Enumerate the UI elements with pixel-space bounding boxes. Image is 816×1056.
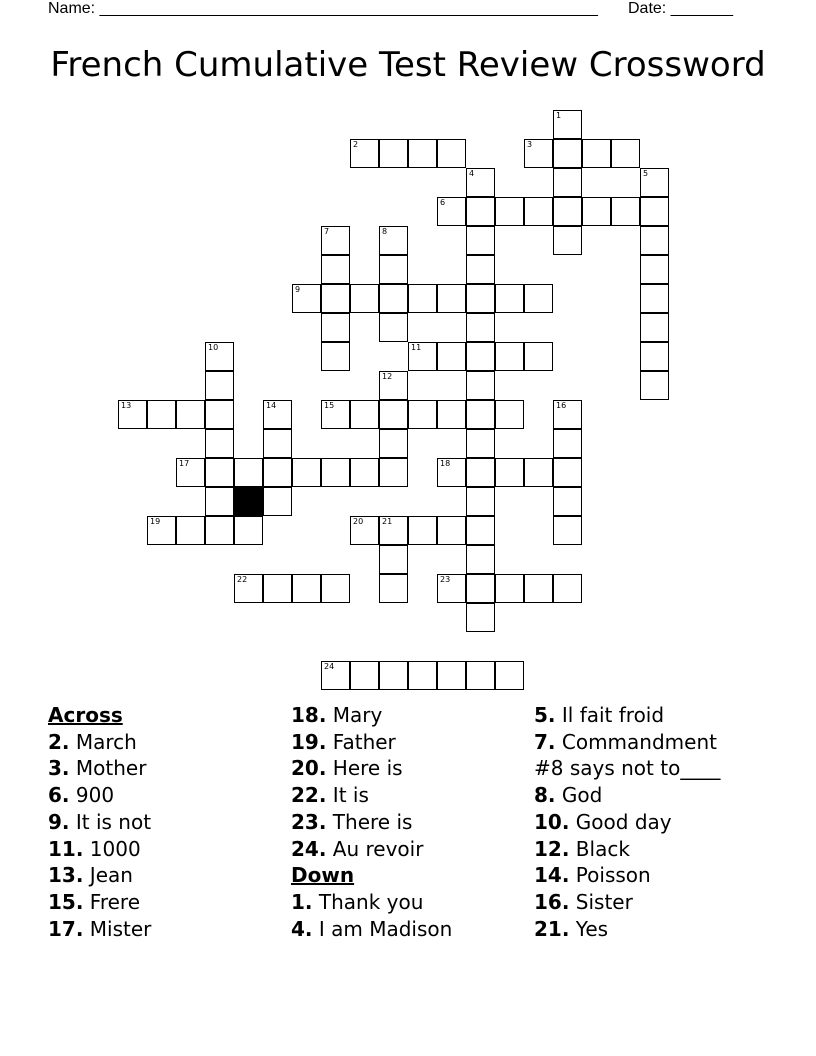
clue-text: Mary xyxy=(332,703,383,727)
grid-cell[interactable] xyxy=(553,574,582,603)
grid-cell[interactable] xyxy=(350,139,379,168)
grid-cell[interactable] xyxy=(205,458,234,487)
grid-cell[interactable] xyxy=(466,458,495,487)
grid-cell[interactable] xyxy=(350,661,379,690)
grid-cell[interactable] xyxy=(263,429,292,458)
grid-cell[interactable] xyxy=(234,516,263,545)
grid-cell[interactable] xyxy=(147,516,176,545)
grid-cell[interactable] xyxy=(321,255,350,284)
cell-number: 2 xyxy=(353,140,359,149)
clue-number: 11. xyxy=(48,836,84,861)
grid-cell[interactable] xyxy=(437,284,466,313)
cell-number: 19 xyxy=(150,517,161,526)
clue-number: 6. xyxy=(48,783,70,808)
clue-across-22 xyxy=(291,782,521,809)
grid-cell[interactable] xyxy=(495,574,524,603)
grid-cell[interactable] xyxy=(350,458,379,487)
clue-across-19 xyxy=(291,729,521,756)
clue-text: It is xyxy=(332,783,369,808)
grid-cell[interactable] xyxy=(640,371,669,400)
grid-cell[interactable] xyxy=(379,284,408,313)
grid-cell[interactable] xyxy=(350,284,379,313)
clue-across-17 xyxy=(48,916,278,943)
grid-cell[interactable] xyxy=(553,429,582,458)
grid-cell[interactable] xyxy=(408,139,437,168)
grid-cell[interactable] xyxy=(466,226,495,255)
grid-cell[interactable] xyxy=(408,661,437,690)
grid-cell[interactable] xyxy=(379,545,408,574)
clue-text: Sister xyxy=(575,889,633,914)
grid-cell[interactable] xyxy=(408,516,437,545)
clue-down-10 xyxy=(534,809,734,836)
grid-cell[interactable] xyxy=(118,400,147,429)
grid-cell[interactable] xyxy=(437,661,466,690)
clue-text: I am Madison xyxy=(318,916,453,941)
grid-cell[interactable] xyxy=(234,574,263,603)
grid-cell[interactable] xyxy=(379,313,408,342)
grid-cell[interactable] xyxy=(408,284,437,313)
cell-number: 12 xyxy=(382,372,393,381)
grid-cell[interactable] xyxy=(408,400,437,429)
grid-cell[interactable] xyxy=(263,574,292,603)
grid-cell[interactable] xyxy=(437,342,466,371)
grid-cell[interactable] xyxy=(321,284,350,313)
grid-cell[interactable] xyxy=(524,458,553,487)
clue-text: Au revoir xyxy=(332,836,424,861)
clue-across-24 xyxy=(291,836,521,863)
grid-cell[interactable] xyxy=(466,429,495,458)
grid-cell[interactable] xyxy=(640,284,669,313)
grid-cell[interactable] xyxy=(640,255,669,284)
clue-across-11 xyxy=(48,836,278,863)
cell-number: 23 xyxy=(440,575,451,584)
clue-text: 1000 xyxy=(89,836,141,861)
grid-cell[interactable] xyxy=(553,139,582,168)
grid-cell[interactable] xyxy=(321,400,350,429)
grid-cell[interactable] xyxy=(524,284,553,313)
clue-number: 15. xyxy=(48,889,84,914)
cell-number: 22 xyxy=(237,575,248,584)
black-cell xyxy=(234,487,263,516)
clue-text: Jean xyxy=(89,863,133,888)
clue-number: 5. xyxy=(534,703,556,727)
grid-cell[interactable] xyxy=(437,574,466,603)
grid-cell[interactable] xyxy=(379,661,408,690)
date-field-label: Date: _______ xyxy=(628,0,733,17)
grid-cell[interactable] xyxy=(321,574,350,603)
grid-cell[interactable] xyxy=(466,342,495,371)
grid-cell[interactable] xyxy=(437,516,466,545)
cell-number: 3 xyxy=(527,140,533,149)
grid-cell[interactable] xyxy=(437,400,466,429)
grid-cell[interactable] xyxy=(582,197,611,226)
clue-across-6 xyxy=(48,782,278,809)
cell-number: 15 xyxy=(324,401,335,410)
clue-number: 21. xyxy=(534,916,570,941)
cell-number: 1 xyxy=(556,111,562,120)
clue-text: God xyxy=(561,783,603,808)
clue-text: Father xyxy=(332,729,396,754)
grid-cell[interactable] xyxy=(205,371,234,400)
clue-number: 9. xyxy=(48,809,70,834)
clue-text: March xyxy=(75,729,137,754)
grid-cell[interactable] xyxy=(582,139,611,168)
grid-cell[interactable] xyxy=(292,574,321,603)
down-heading: Down xyxy=(291,863,355,888)
clue-down-4 xyxy=(291,916,521,943)
clue-number: 23. xyxy=(291,809,327,834)
clue-down-8 xyxy=(534,782,734,809)
grid-cell[interactable] xyxy=(205,429,234,458)
clue-text: Good day xyxy=(575,809,672,834)
grid-cell[interactable] xyxy=(611,197,640,226)
clue-number: 18. xyxy=(291,703,327,727)
clues-column-1 xyxy=(48,702,278,942)
grid-cell[interactable] xyxy=(495,400,524,429)
grid-cell[interactable] xyxy=(437,458,466,487)
grid-cell[interactable] xyxy=(553,168,582,197)
grid-cell[interactable] xyxy=(466,574,495,603)
page-title: French Cumulative Test Review Crossword xyxy=(50,45,766,85)
clue-number: 22. xyxy=(291,783,327,808)
grid-cell[interactable] xyxy=(176,516,205,545)
clue-down-1 xyxy=(291,889,521,916)
grid-cell[interactable] xyxy=(640,226,669,255)
grid-cell[interactable] xyxy=(379,255,408,284)
grid-cell[interactable] xyxy=(263,487,292,516)
grid-cell[interactable] xyxy=(553,110,582,139)
grid-cell[interactable] xyxy=(437,139,466,168)
grid-cell[interactable] xyxy=(321,458,350,487)
grid-cell[interactable] xyxy=(466,371,495,400)
grid-cell[interactable] xyxy=(495,197,524,226)
clue-down-14 xyxy=(534,862,734,889)
grid-cell[interactable] xyxy=(495,661,524,690)
grid-cell[interactable] xyxy=(524,197,553,226)
grid-cell[interactable] xyxy=(466,168,495,197)
grid-cell[interactable] xyxy=(495,284,524,313)
grid-cell[interactable] xyxy=(147,400,176,429)
cell-number: 21 xyxy=(382,517,393,526)
cell-number: 6 xyxy=(440,198,446,207)
grid-cell[interactable] xyxy=(466,545,495,574)
clue-number: 3. xyxy=(48,756,70,781)
clue-text: Here is xyxy=(332,756,403,781)
grid-cell[interactable] xyxy=(350,400,379,429)
cell-number: 14 xyxy=(266,401,277,410)
cell-number: 20 xyxy=(353,517,364,526)
grid-cell[interactable] xyxy=(379,516,408,545)
clue-text: Poisson xyxy=(575,863,651,888)
grid-cell[interactable] xyxy=(379,400,408,429)
grid-cell[interactable] xyxy=(553,458,582,487)
grid-cell[interactable] xyxy=(321,661,350,690)
clue-number: 12. xyxy=(534,836,570,861)
clue-text: 900 xyxy=(75,783,115,808)
clue-down-12 xyxy=(534,836,734,863)
name-field-label: Name: ________________________________________________________ xyxy=(48,0,598,17)
cell-number: 4 xyxy=(469,169,475,178)
grid-cell[interactable] xyxy=(466,603,495,632)
grid-cell[interactable] xyxy=(553,516,582,545)
grid-cell[interactable] xyxy=(466,400,495,429)
grid-cell[interactable] xyxy=(321,342,350,371)
grid-cell[interactable] xyxy=(553,487,582,516)
grid-cell[interactable] xyxy=(408,342,437,371)
grid-cell[interactable] xyxy=(379,458,408,487)
grid-cell[interactable] xyxy=(640,168,669,197)
grid-cell[interactable] xyxy=(176,458,205,487)
grid-cell[interactable] xyxy=(379,139,408,168)
clue-text: Mother xyxy=(75,756,147,781)
grid-cell[interactable] xyxy=(495,458,524,487)
cell-number: 8 xyxy=(382,227,388,236)
clue-number: 16. xyxy=(534,889,570,914)
clue-across-3 xyxy=(48,755,278,782)
grid-cell[interactable] xyxy=(321,226,350,255)
clue-down-5 xyxy=(534,702,734,729)
grid-cell[interactable] xyxy=(524,139,553,168)
grid-cell[interactable] xyxy=(292,284,321,313)
grid-cell[interactable] xyxy=(466,197,495,226)
grid-cell[interactable] xyxy=(466,487,495,516)
cell-number: 16 xyxy=(556,401,567,410)
clue-number: 17. xyxy=(48,916,84,941)
clue-across-9 xyxy=(48,809,278,836)
clue-text: Black xyxy=(575,836,630,861)
grid-cell[interactable] xyxy=(263,400,292,429)
cell-number: 10 xyxy=(208,343,219,352)
grid-cell[interactable] xyxy=(553,400,582,429)
clue-across-20 xyxy=(291,755,521,782)
clue-number: 20. xyxy=(291,756,327,781)
clue-number: 2. xyxy=(48,729,70,754)
grid-cell[interactable] xyxy=(292,458,321,487)
clues-column-3 xyxy=(534,702,734,942)
grid-cell[interactable] xyxy=(321,313,350,342)
clue-across-13 xyxy=(48,862,278,889)
clue-number: 14. xyxy=(534,863,570,888)
grid-cell[interactable] xyxy=(205,487,234,516)
grid-cell[interactable] xyxy=(640,313,669,342)
grid-cell[interactable] xyxy=(205,400,234,429)
clue-down-21 xyxy=(534,916,734,943)
grid-cell[interactable] xyxy=(640,342,669,371)
clue-number: 24. xyxy=(291,836,327,861)
clue-number: 13. xyxy=(48,863,84,888)
grid-cell[interactable] xyxy=(524,342,553,371)
clues-column-2 xyxy=(291,702,521,942)
grid-cell[interactable] xyxy=(466,255,495,284)
grid-cell[interactable] xyxy=(205,516,234,545)
clue-text: Mister xyxy=(89,916,152,941)
clue-number: 10. xyxy=(534,809,570,834)
cell-number: 11 xyxy=(411,343,422,352)
cell-number: 17 xyxy=(179,459,190,468)
grid-cell[interactable] xyxy=(553,197,582,226)
clue-text: It is not xyxy=(75,809,152,834)
grid-cell[interactable] xyxy=(611,139,640,168)
clue-text: There is xyxy=(332,809,413,834)
grid-cell[interactable] xyxy=(466,516,495,545)
clue-number: 1. xyxy=(291,889,313,914)
clue-number: 8. xyxy=(534,783,556,808)
grid-cell[interactable] xyxy=(553,226,582,255)
grid-cell[interactable] xyxy=(379,574,408,603)
grid-cell[interactable] xyxy=(379,226,408,255)
clue-number: 7. xyxy=(534,729,556,754)
clue-down-7 xyxy=(534,729,734,782)
grid-cell[interactable] xyxy=(379,429,408,458)
grid-cell[interactable] xyxy=(466,284,495,313)
grid-cell[interactable] xyxy=(205,342,234,371)
cell-number: 24 xyxy=(324,662,335,671)
cell-number: 18 xyxy=(440,459,451,468)
clue-text: Il fait froid xyxy=(561,703,665,727)
grid-cell[interactable] xyxy=(640,197,669,226)
clue-across-18 xyxy=(291,702,521,729)
grid-cell[interactable] xyxy=(379,371,408,400)
grid-cell[interactable] xyxy=(437,197,466,226)
across-heading: Across xyxy=(48,703,123,727)
cell-number: 5 xyxy=(643,169,649,178)
clue-text: Thank you xyxy=(318,889,424,914)
clue-text: Yes xyxy=(575,916,609,941)
clue-across-15 xyxy=(48,889,278,916)
clue-text: Commandment #8 says not to____ xyxy=(534,729,721,781)
clue-text: Frere xyxy=(89,889,141,914)
clue-number: 4. xyxy=(291,916,313,941)
clue-number: 19. xyxy=(291,729,327,754)
cell-number: 7 xyxy=(324,227,330,236)
grid-cell[interactable] xyxy=(234,458,263,487)
cell-number: 13 xyxy=(121,401,132,410)
grid-cell[interactable] xyxy=(495,342,524,371)
grid-cell[interactable] xyxy=(176,400,205,429)
grid-cell[interactable] xyxy=(524,574,553,603)
cell-number: 9 xyxy=(295,285,301,294)
clue-across-2 xyxy=(48,729,278,756)
grid-cell[interactable] xyxy=(350,516,379,545)
clue-down-16 xyxy=(534,889,734,916)
clue-across-23 xyxy=(291,809,521,836)
grid-cell[interactable] xyxy=(466,661,495,690)
grid-cell[interactable] xyxy=(466,313,495,342)
grid-cell[interactable] xyxy=(263,458,292,487)
